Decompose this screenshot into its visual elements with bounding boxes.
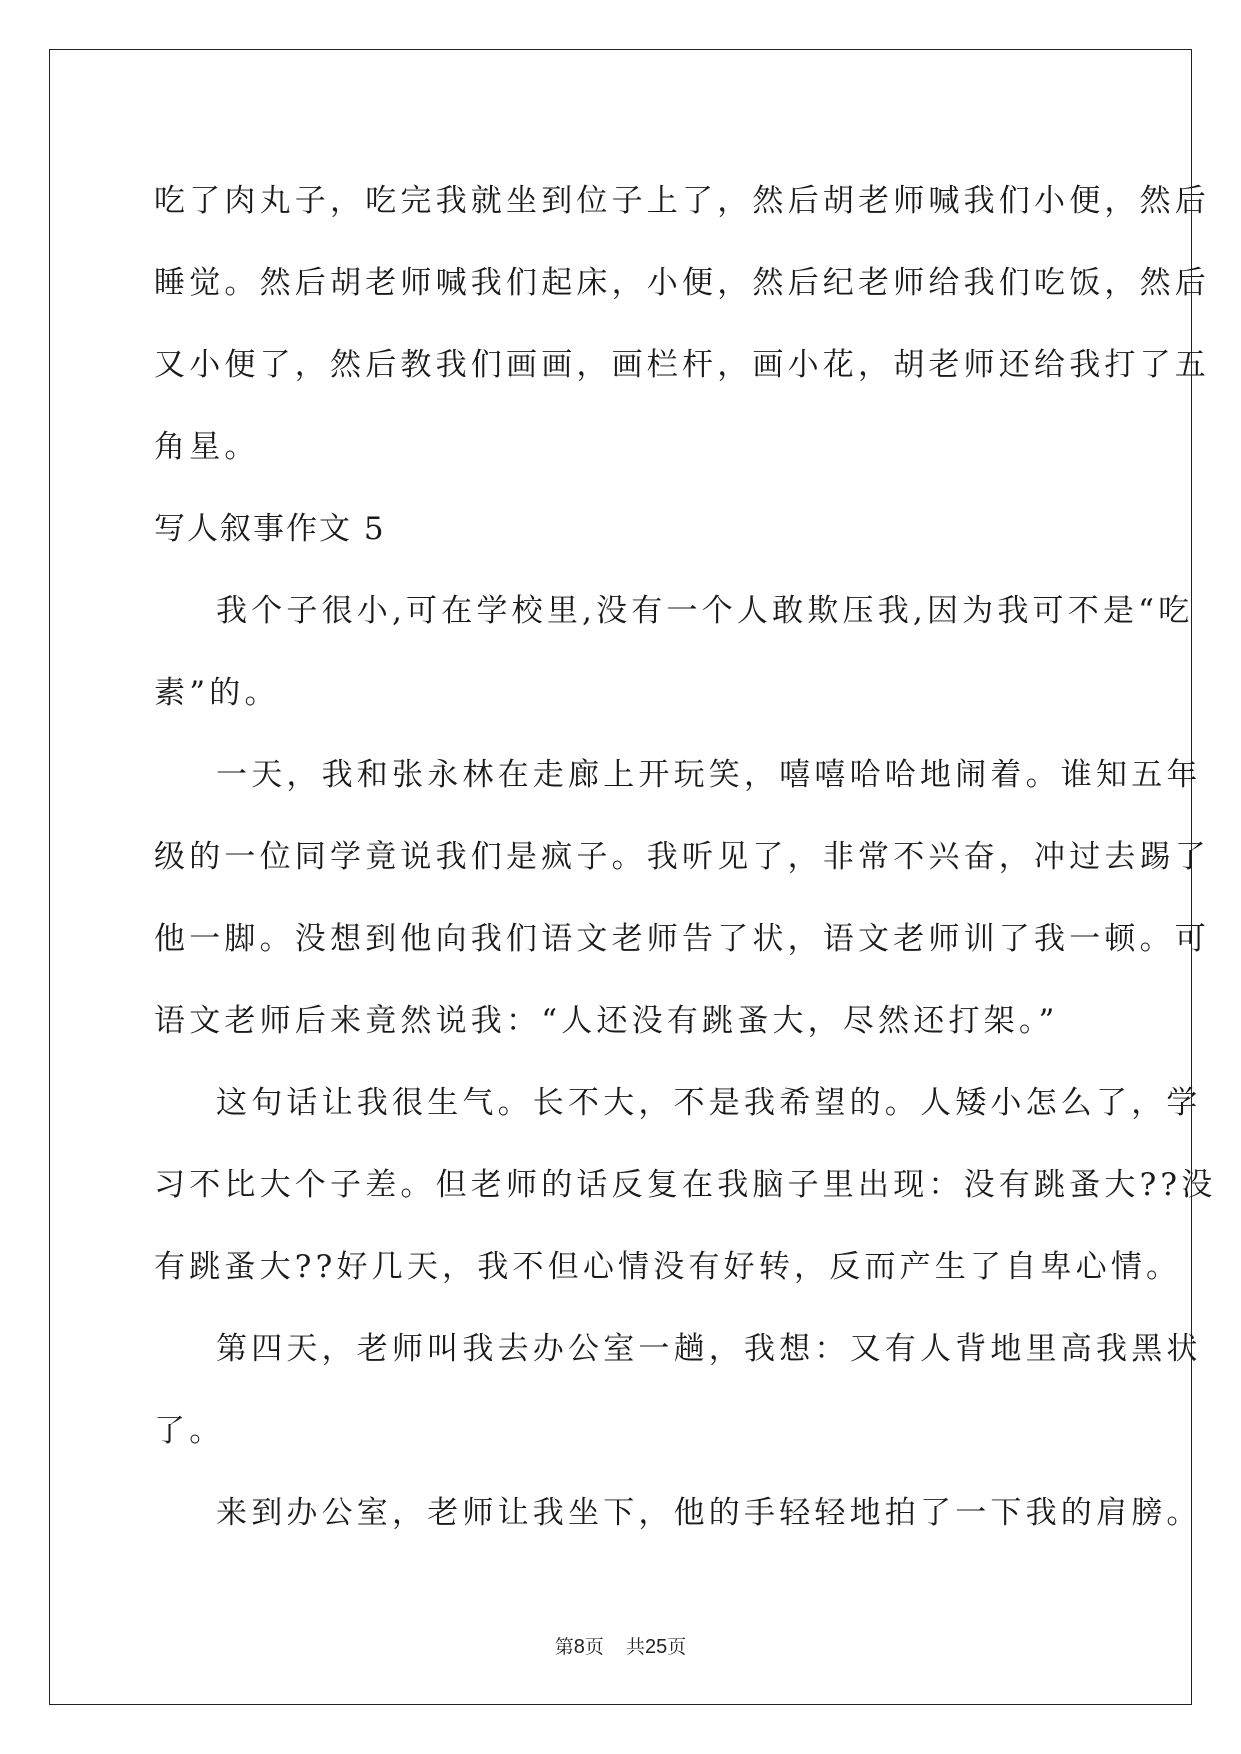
document-body	[154, 160, 1217, 1554]
footer-prefix: 第	[554, 1636, 574, 1658]
text-line: 又小便了，然后教我们画画，画栏杆，画小花，胡老师还给我打了五	[154, 347, 1210, 383]
paragraph-first-line: 一天，我和张永林在走廊上开玩笑，嘻嘻哈哈地闹着。谁知五年	[216, 757, 1202, 793]
paragraph-first-line: 我个子很小,可在学校里,没有一个人敢欺压我,因为我可不是“吃	[216, 593, 1194, 629]
section-heading: 写人叙事作文 5	[154, 511, 386, 547]
text-line: 语文老师后来竟然说我：“人还没有跳蚤大，尽然还打架。”	[154, 1003, 1059, 1039]
footer-total-suffix: 页	[667, 1636, 687, 1658]
text-line: 睡觉。然后胡老师喊我们起床，小便，然后纪老师给我们吃饭，然后	[154, 265, 1210, 301]
text-line: 他一脚。没想到他向我们语文老师告了状，语文老师训了我一顿。可	[154, 921, 1210, 957]
total-pages: 25	[644, 1636, 668, 1658]
footer-page-suffix: 页	[584, 1636, 604, 1658]
text-line: 习不比大个子差。但老师的话反复在我脑子里出现：没有跳蚤大??没	[154, 1167, 1217, 1203]
text-line: 素”的。	[154, 675, 280, 711]
text-line: 有跳蚤大??好几天，我不但心情没有好转，反而产生了自卑心情。	[154, 1249, 1182, 1285]
paragraph-first-line: 第四天，老师叫我去办公室一趟，我想：又有人背地里高我黑状	[216, 1331, 1202, 1367]
text-line: 级的一位同学竟说我们是疯子。我听见了，非常不兴奋，冲过去踢了	[154, 839, 1210, 875]
text-line: 吃了肉丸子，吃完我就坐到位子上了，然后胡老师喊我们小便，然后	[154, 183, 1210, 219]
paragraph-first-line: 来到办公室，老师让我坐下，他的手轻轻地拍了一下我的肩膀。	[216, 1495, 1202, 1531]
paragraph-first-line: 这句话让我很生气。长不大，不是我希望的。人矮小怎么了，学	[216, 1085, 1202, 1121]
page-number: 8	[573, 1636, 585, 1658]
text-line: 了。	[154, 1413, 225, 1449]
text-line: 角星。	[154, 429, 260, 465]
footer-total-prefix: 共	[625, 1636, 645, 1658]
page-footer	[0, 1632, 1241, 1659]
